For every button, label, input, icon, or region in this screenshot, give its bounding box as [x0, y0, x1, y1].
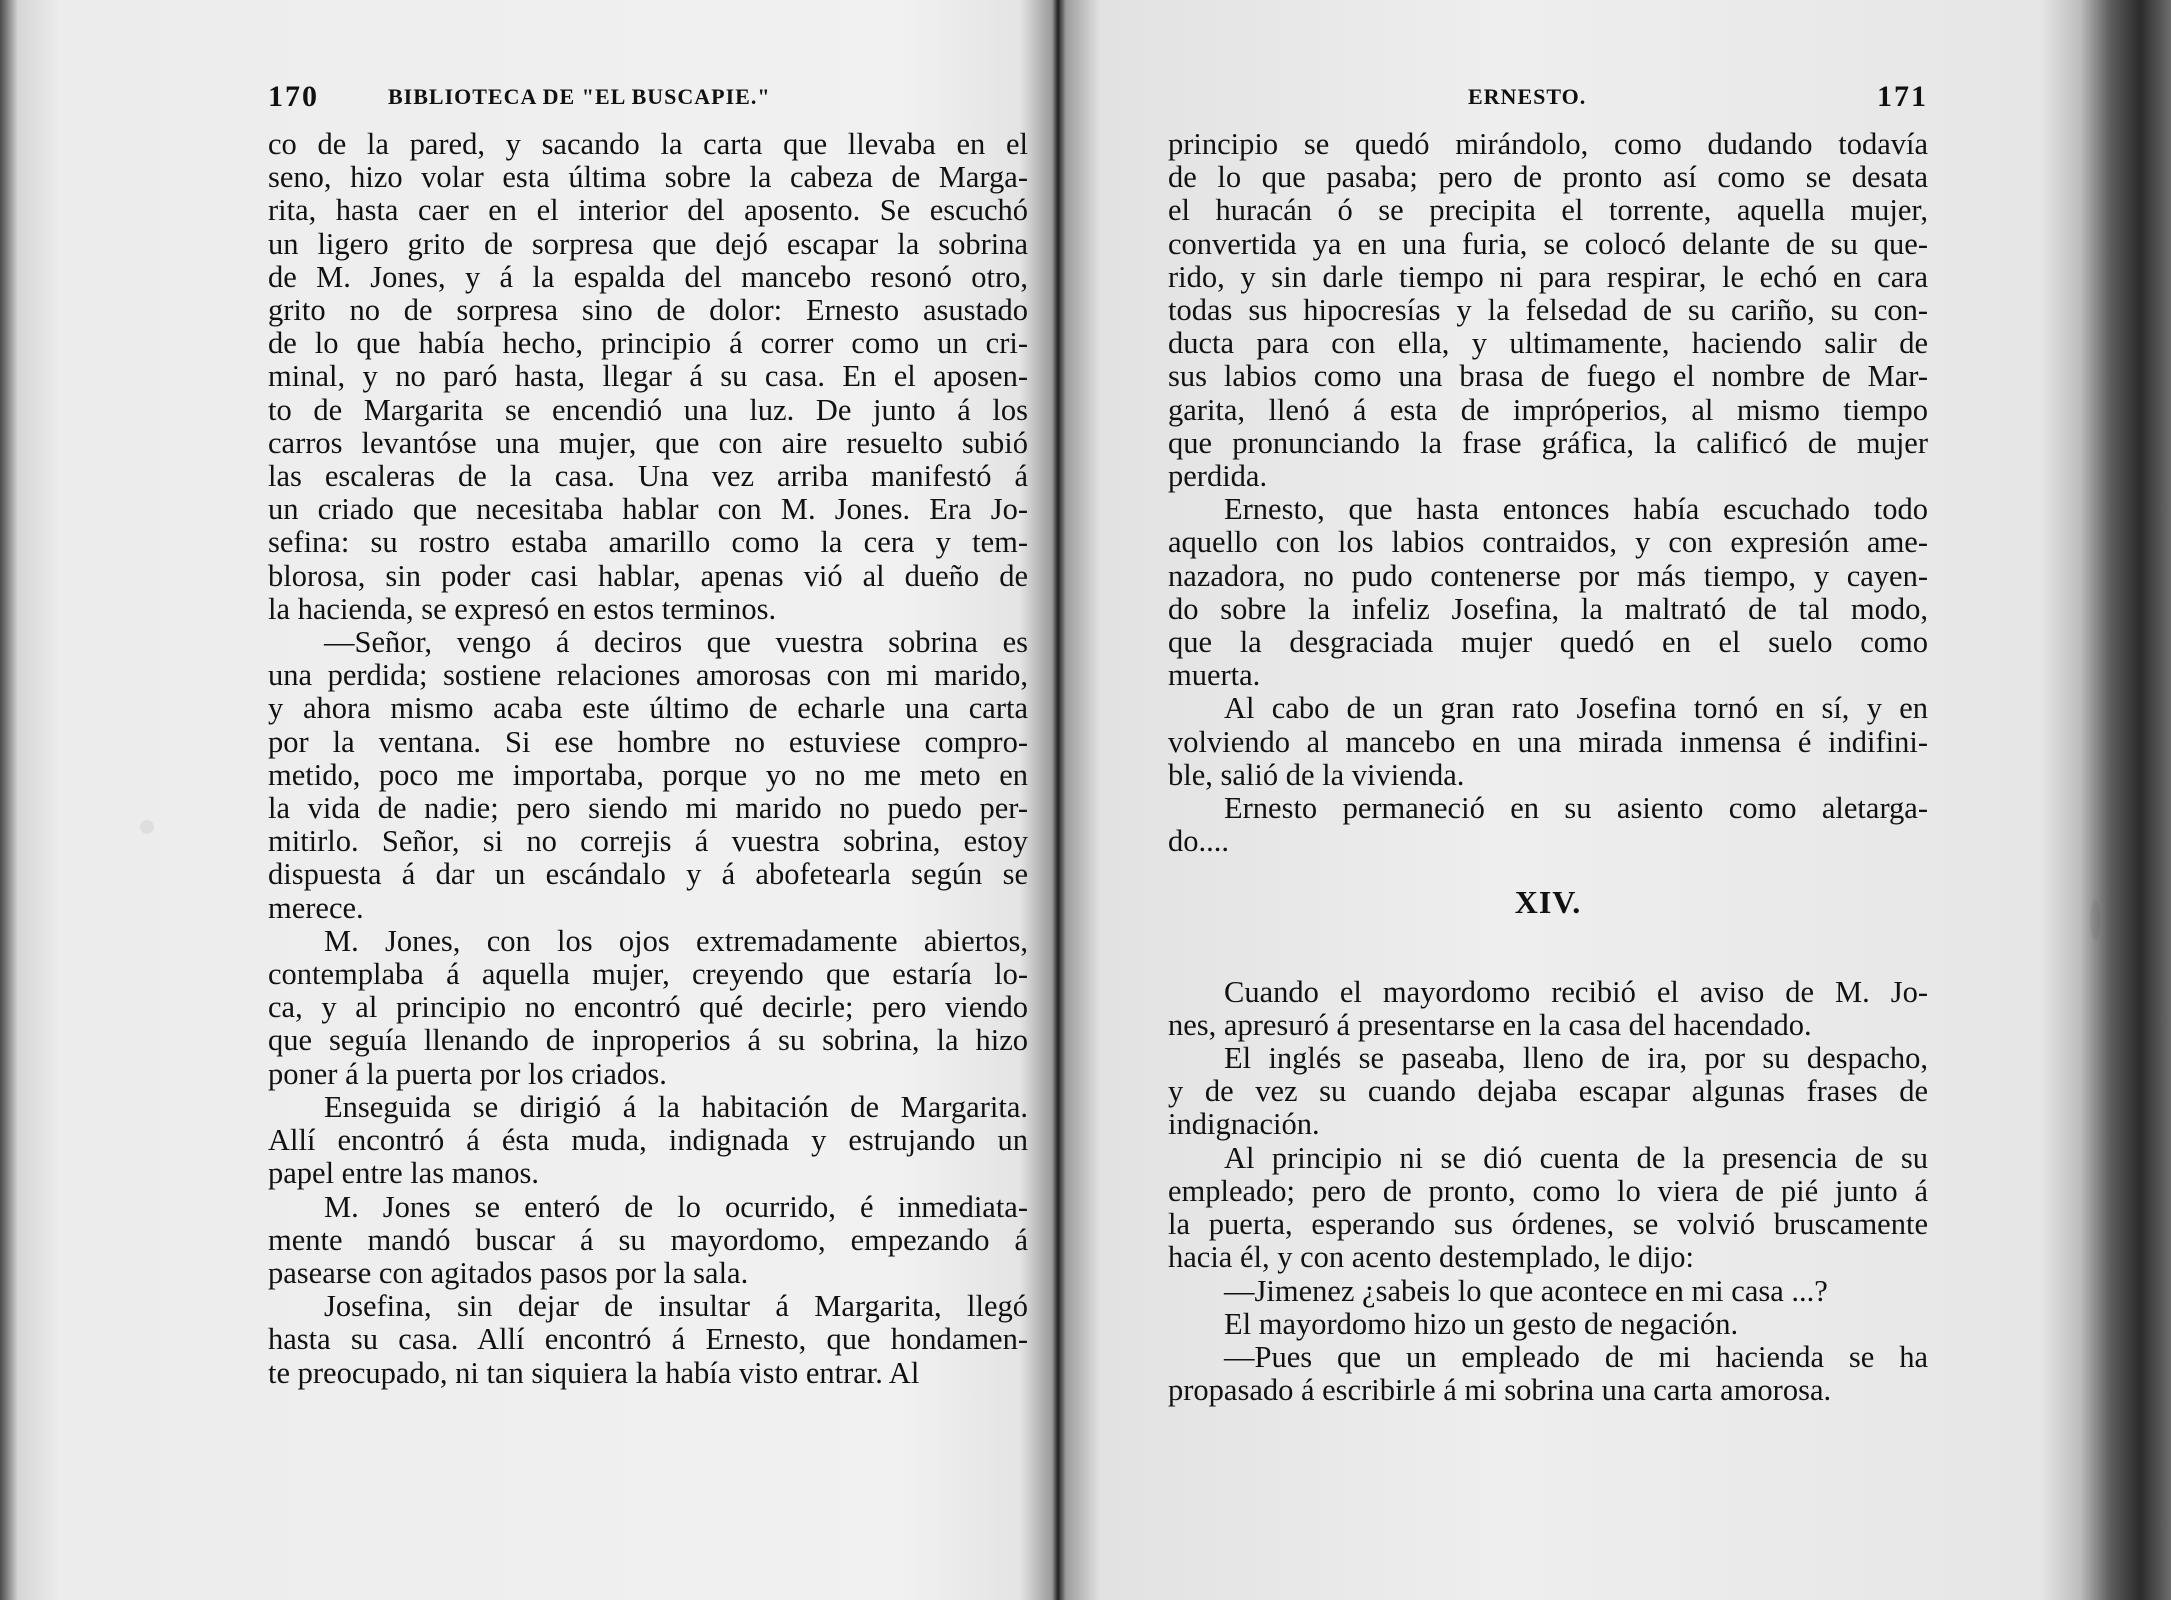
- paragraph: [1168, 1341, 1928, 1407]
- text-line: que pronunciando la frase gráfica, la calificó de mujer: [1168, 425, 1928, 460]
- text-line: hasta su casa. Allí encontró á Ernesto, que hondamen-: [268, 1322, 1028, 1357]
- right-body-text: [1168, 128, 1928, 1407]
- left-body-text: [268, 128, 1028, 1390]
- left-page-number: 170: [268, 80, 319, 113]
- paragraph: [1168, 692, 1928, 792]
- paragraph: [1168, 493, 1928, 692]
- text-line: perdida.: [1168, 459, 1268, 494]
- text-line: Allí encontró á ésta muda, indignada y estrujando un: [268, 1123, 1028, 1158]
- text-line: M. Jones se enteró de lo ocurrido, é inmediata-: [324, 1189, 1028, 1224]
- text-line: convertida ya en una furia, se colocó delante de su que-: [1168, 226, 1928, 261]
- text-line: dispuesta á dar un escándalo y á abofetearla según se: [268, 857, 1028, 892]
- text-line: metido, poco me importaba, porque yo no me meto en: [268, 757, 1028, 792]
- text-line: hacia él, y con acento destemplado, le dijo:: [1168, 1240, 1694, 1275]
- text-line: Ernesto, que hasta entonces había escuchado todo: [1224, 492, 1928, 527]
- text-line: rita, hasta caer en el interior del aposento. Se escuchó: [268, 193, 1028, 228]
- text-line: do....: [1168, 824, 1229, 859]
- text-line: ducta para con ella, y ultimamente, haciendo salir de: [1168, 326, 1928, 361]
- text-line: pasearse con agitados pasos por la sala.: [268, 1255, 749, 1290]
- paragraph: [268, 1290, 1028, 1390]
- text-line: de lo que había hecho, principio á correr como un cri-: [268, 326, 1028, 361]
- left-page: [268, 80, 1028, 1520]
- paragraph: [268, 626, 1028, 925]
- text-line: Al principio ni se dió cuenta de la presencia de su: [1224, 1140, 1928, 1175]
- left-header-title: BIBLIOTECA DE "EL BUSCAPIE.": [388, 84, 771, 109]
- text-line: contemplaba á aquella mujer, creyendo que estaría lo-: [268, 957, 1028, 992]
- text-line: y de vez su cuando dejaba escapar algunas frases de: [1168, 1074, 1928, 1109]
- text-line: —Pues que un empleado de mi hacienda se ha: [1224, 1339, 1928, 1374]
- text-line: poner á la puerta por los criados.: [268, 1056, 667, 1091]
- text-line: garita, llenó á esta de impróperios, al mismo tiempo: [1168, 392, 1928, 427]
- text-line: mitirlo. Señor, si no correjis á vuestra sobrina, estoy: [268, 824, 1028, 859]
- text-line: volviendo al mancebo en una mirada inmensa é indifini-: [1168, 724, 1928, 759]
- paragraph: [1168, 792, 1928, 858]
- text-line: indignación.: [1168, 1107, 1320, 1142]
- paragraph: [1168, 128, 1928, 493]
- text-line: muerta.: [1168, 658, 1261, 693]
- text-line: de M. Jones, y á la espalda del mancebo resonó otro,: [268, 259, 1028, 294]
- text-line: de lo que pasaba; pero de pronto así como se desata: [1168, 160, 1928, 195]
- text-line: co de la pared, y sacando la carta que llevaba en el: [268, 127, 1028, 161]
- text-line: el huracán ó se precipita el torrente, aquella mujer,: [1168, 193, 1928, 228]
- right-text-after-chapter: [1168, 976, 1928, 1408]
- text-line: carros levantóse una mujer, que con aire resuelto subió: [268, 425, 1028, 460]
- right-header-title: ERNESTO.: [1468, 84, 1587, 109]
- text-line: un criado que necesitaba hablar con M. Jones. Era Jo-: [268, 492, 1028, 527]
- text-line: y ahora mismo acaba este último de echarle una carta: [268, 691, 1028, 726]
- text-line: do sobre la infeliz Josefina, la maltrató de tal modo,: [1168, 591, 1928, 626]
- text-line: te preocupado, ni tan siquiera la había visto entrar. Al: [268, 1355, 920, 1390]
- text-line: principio se quedó mirándolo, como dudando todavía: [1168, 127, 1928, 161]
- text-line: que seguía llenando de inproperios á su sobrina, la hizo: [268, 1023, 1028, 1058]
- text-line: to de Margarita se encendió una luz. De junto á los: [268, 392, 1028, 427]
- text-line: la vida de nadie; pero siendo mi marido no puedo per-: [268, 791, 1028, 826]
- text-line: propasado á escribirle á mi sobrina una carta amorosa.: [1168, 1373, 1832, 1408]
- text-line: El mayordomo hizo un gesto de negación.: [1224, 1306, 1739, 1341]
- right-page: [1168, 80, 1928, 1520]
- paragraph: [1168, 1308, 1928, 1341]
- text-line: ble, salió de la vivienda.: [1168, 757, 1465, 792]
- left-running-head: [268, 80, 1028, 128]
- text-line: Cuando el mayordomo recibió el aviso de M. Jo-: [1224, 974, 1928, 1009]
- text-line: por la ventana. Si ese hombre no estuviese compro-: [268, 724, 1028, 759]
- text-line: merece.: [268, 890, 364, 925]
- text-line: blorosa, sin poder casi hablar, apenas vió al dueño de: [268, 558, 1028, 593]
- text-line: aquello con los labios contraidos, y con expresión ame-: [1168, 525, 1928, 560]
- text-line: un ligero grito de sorpresa que dejó escapar la sobrina: [268, 226, 1028, 261]
- text-line: El inglés se paseaba, lleno de ira, por su despacho,: [1224, 1041, 1928, 1076]
- text-line: grito no de sorpresa sino de dolor: Ernesto asustado: [268, 293, 1028, 328]
- text-line: seno, hizo volar esta última sobre la cabeza de Marga-: [268, 160, 1028, 195]
- paragraph: [268, 925, 1028, 1091]
- text-line: papel entre las manos.: [268, 1156, 540, 1191]
- text-line: minal, y no paró hasta, llegar á su casa. En el aposen-: [268, 359, 1028, 394]
- text-line: nazadora, no pudo contenerse por más tiempo, y cayen-: [1168, 558, 1928, 593]
- right-page-number: 171: [1877, 80, 1928, 113]
- text-line: —Jimenez ¿sabeis lo que acontece en mi casa ...?: [1224, 1273, 1828, 1308]
- paragraph: [268, 128, 1028, 626]
- text-line: mente mandó buscar á su mayordomo, empezando á: [268, 1222, 1028, 1257]
- text-line: Al cabo de un gran rato Josefina tornó en sí, y en: [1224, 691, 1928, 726]
- text-line: sus labios como una brasa de fuego el nombre de Mar-: [1168, 359, 1928, 394]
- text-line: rido, y sin darle tiempo ni para respirar, le echó en cara: [1168, 259, 1928, 294]
- paragraph: [1168, 976, 1928, 1042]
- text-line: que la desgraciada mujer quedó en el suelo como: [1168, 625, 1928, 660]
- right-running-head: [1168, 80, 1928, 128]
- paragraph: [268, 1091, 1028, 1191]
- text-line: sefina: su rostro estaba amarillo como la cera y tem-: [268, 525, 1028, 560]
- text-line: Ernesto permaneció en su asiento como aletarga-: [1224, 791, 1928, 826]
- text-line: ca, y al principio no encontró qué decirle; pero viendo: [268, 990, 1028, 1025]
- text-line: Josefina, sin dejar de insultar á Margarita, llegó: [324, 1289, 1028, 1324]
- text-line: Enseguida se dirigió á la habitación de Margarita.: [324, 1089, 1028, 1124]
- text-line: nes, apresuró á presentarse en la casa del hacendado.: [1168, 1007, 1812, 1042]
- text-line: una perdida; sostiene relaciones amorosas con mi marido,: [268, 658, 1028, 693]
- chapter-heading: XIV.: [1514, 884, 1582, 921]
- text-line: la puerta, esperando sus órdenes, se volvió bruscamente: [1168, 1207, 1928, 1242]
- text-line: todas sus hipocresías y la felsedad de su cariño, su con-: [1168, 293, 1928, 328]
- right-text-before-chapter: [1168, 128, 1928, 858]
- paragraph: [1168, 1275, 1928, 1308]
- paragraph: [1168, 1142, 1928, 1275]
- paragraph: [1168, 1042, 1928, 1142]
- text-line: —Señor, vengo á deciros que vuestra sobrina es: [324, 625, 1028, 660]
- text-line: las escaleras de la casa. Una vez arriba manifestó á: [268, 459, 1028, 494]
- text-line: M. Jones, con los ojos extremadamente abiertos,: [324, 923, 1028, 958]
- text-line: empleado; pero de pronto, como lo viera de pié junto á: [1168, 1173, 1928, 1208]
- paragraph: [268, 1191, 1028, 1291]
- text-line: la hacienda, se expresó en estos terminos.: [268, 591, 777, 626]
